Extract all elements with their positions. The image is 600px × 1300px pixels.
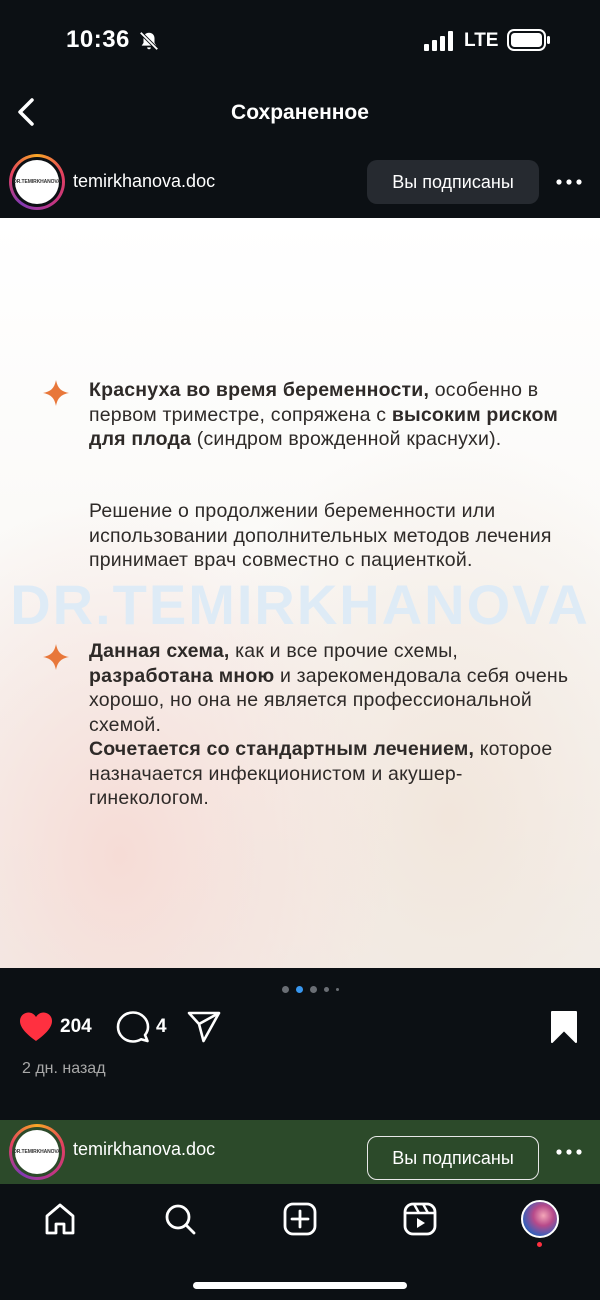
avatar-logo-text: DR.TEMIRKHANOVA (13, 179, 61, 185)
reels-icon[interactable] (403, 1202, 437, 1236)
share-send-icon[interactable] (186, 1010, 222, 1044)
next-post-header (0, 1120, 600, 1184)
more-options-icon[interactable] (554, 1142, 584, 1162)
sparkle-icon (42, 643, 70, 671)
battery-icon (507, 28, 551, 52)
network-type: LTE (464, 30, 499, 51)
home-indicator (193, 1282, 407, 1289)
following-button[interactable]: Вы подписаны (367, 1136, 539, 1180)
status-time: 10:36 (66, 26, 130, 53)
status-bar (0, 0, 600, 80)
post-username[interactable]: temirkhanova.doc (73, 1139, 216, 1159)
paragraph-scheme: Данная схема, как и все прочие схемы, разработана мною и зарекомендовала себя очень хорошо, но она не является профессиональной схемой. Сочетается со стандартным лечением, которое назначается инфекционистом и акушер-гинекологом. (89, 640, 569, 809)
add-post-icon[interactable] (283, 1202, 317, 1236)
paragraph-rubella: Краснуха во время беременности, особенно в первом триместре, сопряжена с высоким риском для плода (синдром врожденной краснухи). (89, 379, 558, 450)
post-username[interactable]: temirkhanova.doc (73, 171, 216, 191)
silent-bell-icon (138, 30, 160, 52)
avatar-logo-text: DR.TEMIRKHANOVA (13, 1149, 61, 1155)
page-title: Сохраненное (231, 101, 369, 124)
bookmark-saved-icon[interactable] (549, 1010, 579, 1044)
following-button[interactable]: Вы подписаны (367, 160, 539, 204)
watermark: DR.TEMIRKHANOVA (10, 573, 590, 636)
comment-icon[interactable] (116, 1010, 150, 1044)
search-icon[interactable] (163, 1202, 197, 1236)
cellular-signal-icon (424, 31, 456, 51)
more-options-icon[interactable] (554, 172, 584, 192)
notification-dot (537, 1242, 542, 1247)
post-image[interactable] (0, 218, 600, 968)
profile-avatar-tab[interactable] (521, 1200, 559, 1238)
avatar[interactable] (9, 154, 65, 210)
paragraph-decision: Решение о продолжении беременности или использовании дополнительных методов лечения принимает врач совместно с пациенткой. (89, 500, 552, 571)
home-icon[interactable] (43, 1202, 77, 1236)
carousel-dot (324, 987, 329, 992)
post-header (0, 146, 600, 218)
heart-liked-icon[interactable] (19, 1011, 53, 1043)
post-timestamp[interactable]: 2 дн. назад (22, 1060, 106, 1077)
carousel-dot (336, 988, 339, 991)
carousel-dot-active (296, 986, 303, 993)
likes-count[interactable]: 204 (60, 1016, 92, 1037)
sparkle-icon (42, 379, 70, 407)
comments-count[interactable]: 4 (156, 1016, 167, 1037)
carousel-indicator (282, 984, 346, 994)
post-actions (0, 1006, 600, 1050)
carousel-dot (310, 986, 317, 993)
nav-bar (0, 80, 600, 146)
avatar[interactable] (9, 1124, 65, 1180)
carousel-dot (282, 986, 289, 993)
